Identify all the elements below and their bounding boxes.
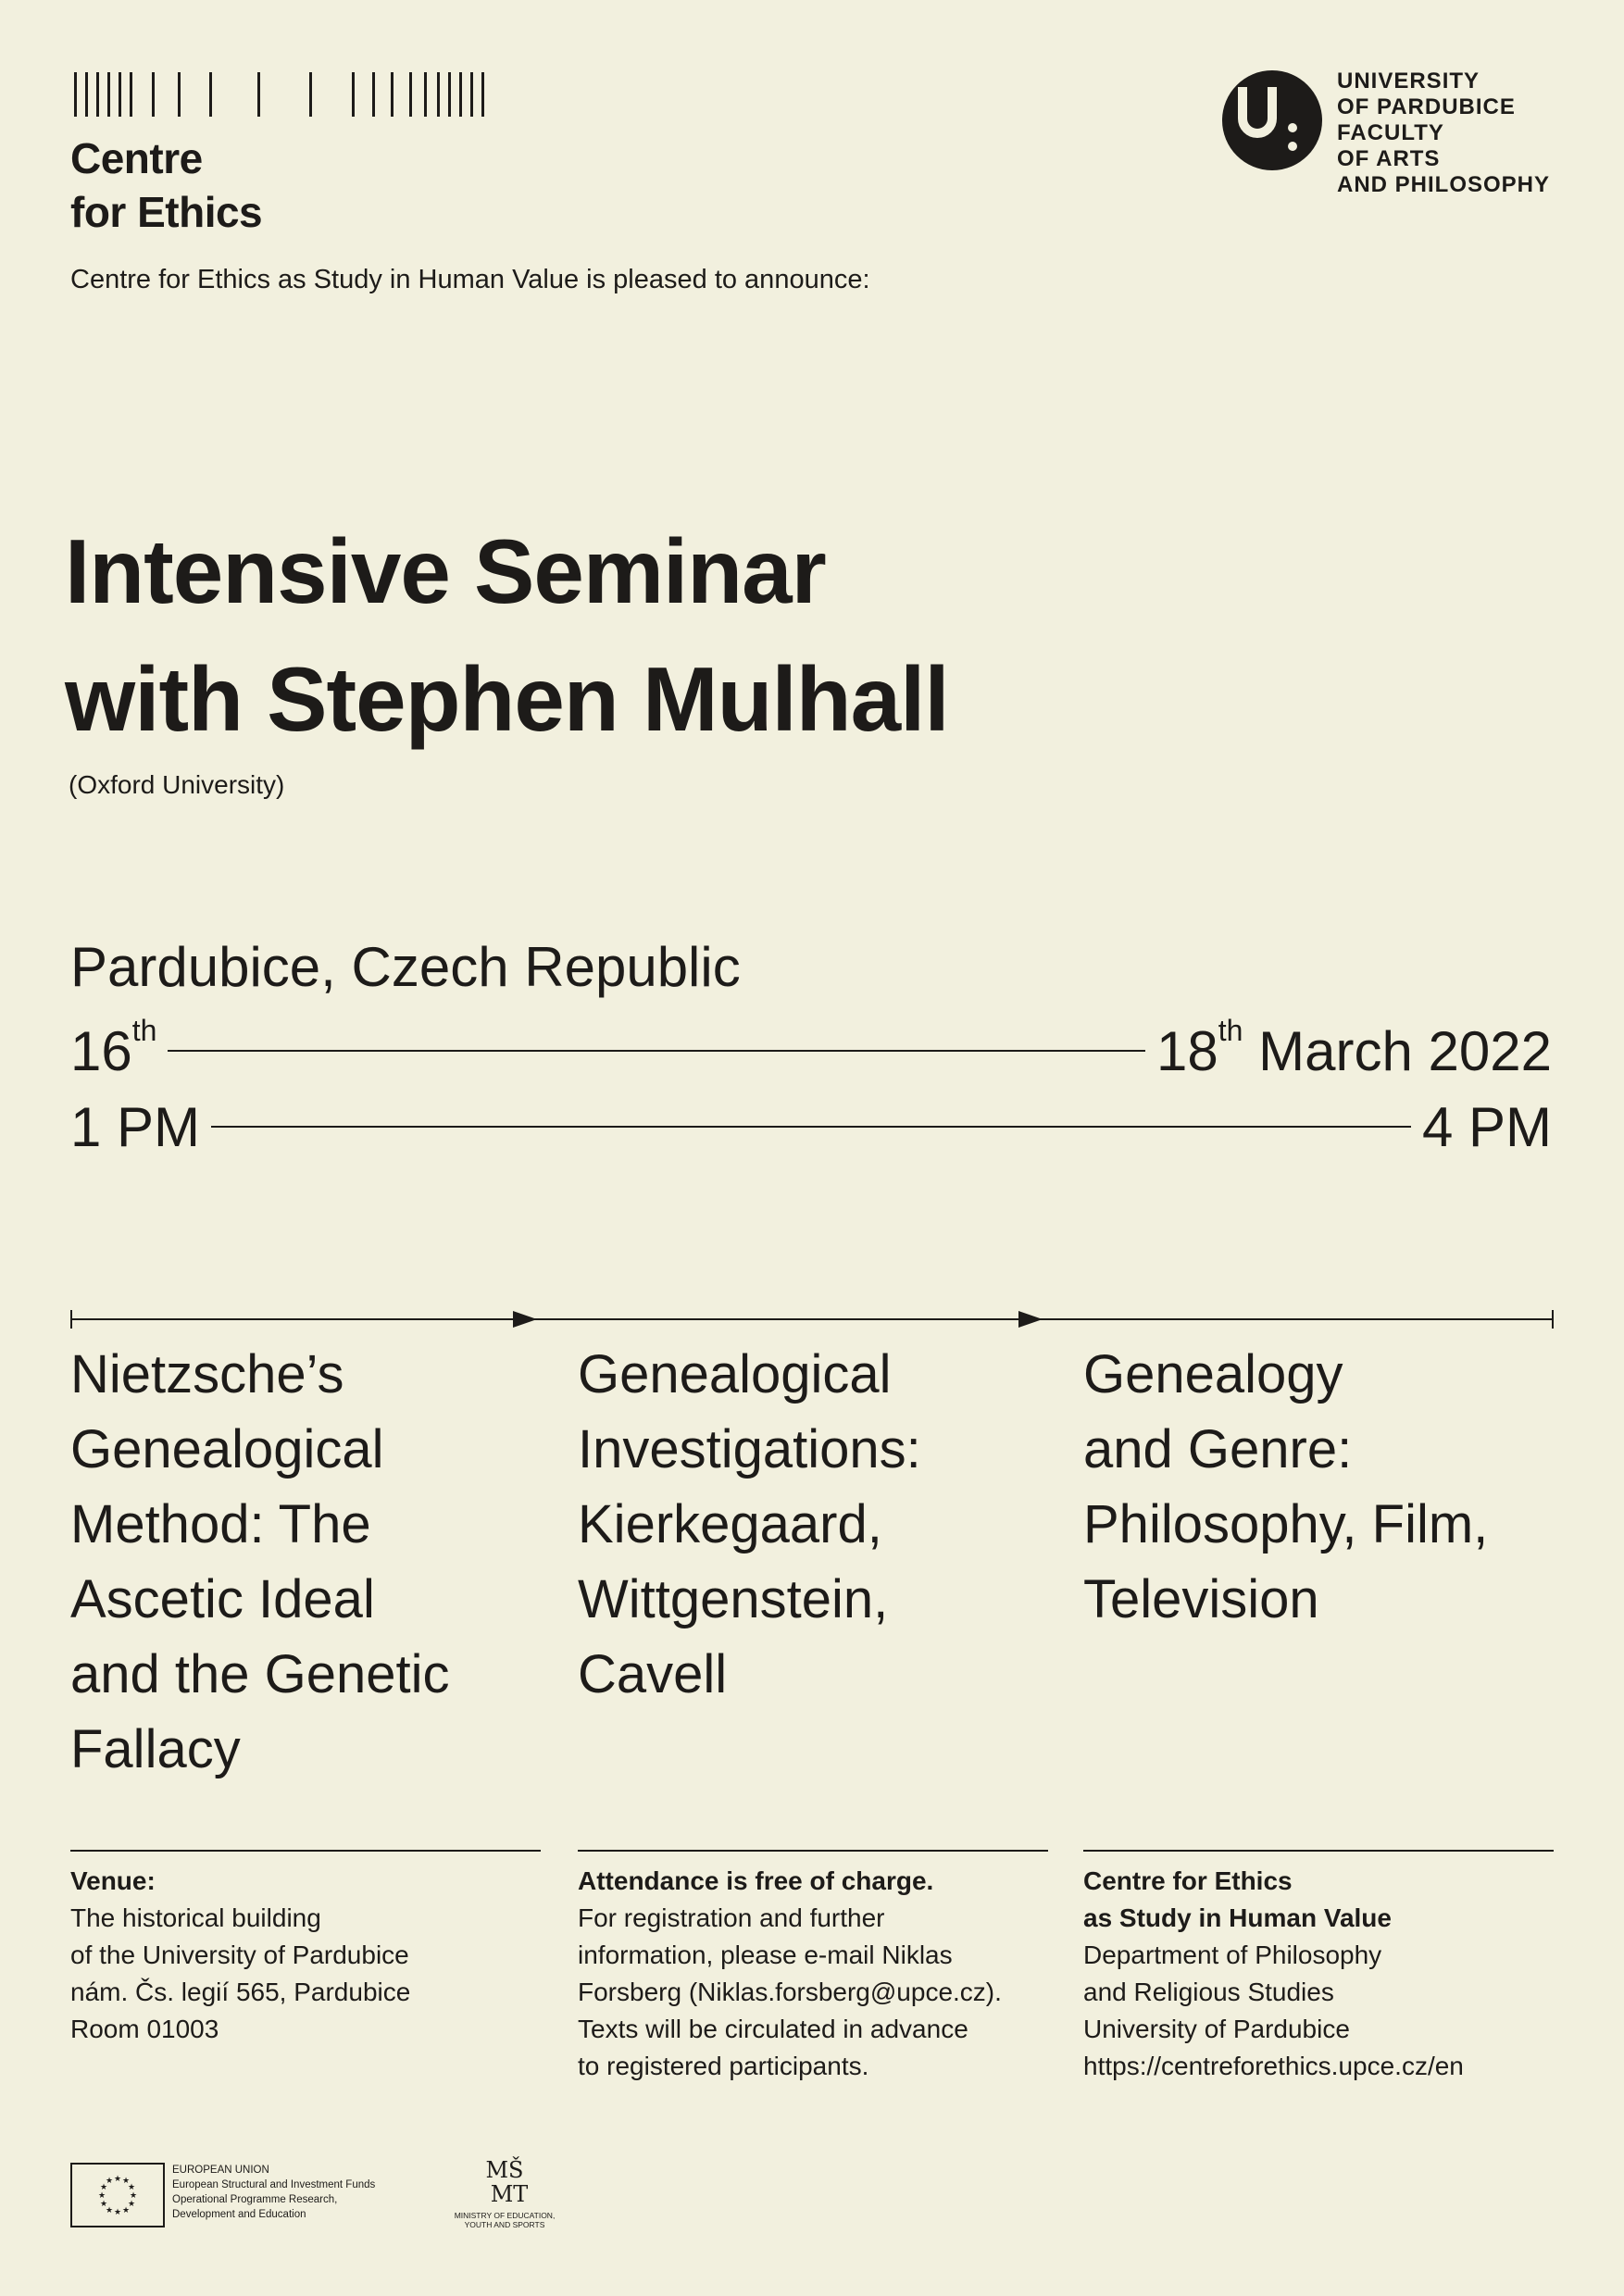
ministry-caption: MINISTRY OF EDUCATION, YOUTH AND SPORTS xyxy=(454,2211,556,2229)
svg-text:★: ★ xyxy=(121,2177,131,2186)
centre-body: Department of Philosophy and Religious Studies University of Pardubice https://centreforethics.upce.cz/en xyxy=(1083,1940,1464,2080)
centre-name: Centre for Ethics xyxy=(70,134,263,236)
attendance-heading: Attendance is free of charge. xyxy=(578,1866,934,1895)
centre-heading: Centre for Ethics as Study in Human Value xyxy=(1083,1866,1392,1932)
svg-text:★: ★ xyxy=(127,2200,136,2209)
svg-text:★: ★ xyxy=(105,2177,114,2186)
svg-text:★: ★ xyxy=(127,2183,136,2192)
barcode-icon xyxy=(74,72,487,117)
ministry-logo-icon xyxy=(435,2155,574,2211)
venue-info xyxy=(70,1850,541,2048)
centre-info xyxy=(1083,1850,1554,2085)
end-time: 4 PM xyxy=(1421,1095,1552,1158)
attendance-info xyxy=(578,1850,1048,2085)
eu-funding-text: EUROPEAN UNION European Structural and Investment Funds Operational Programme Research, Development and Education xyxy=(172,2165,376,2220)
svg-text:MT: MT xyxy=(490,2181,529,2207)
end-date: 18th March 2022 xyxy=(1156,1013,1552,1082)
svg-text:★: ★ xyxy=(129,2191,138,2201)
svg-text:★: ★ xyxy=(99,2200,108,2209)
time-range xyxy=(70,1094,1552,1159)
svg-text:★: ★ xyxy=(113,2208,122,2217)
svg-text:★: ★ xyxy=(97,2191,106,2201)
university-name: UNIVERSITY OF PARDUBICE FACULTY OF ARTS AND PHILOSOPHY xyxy=(1337,69,1551,197)
start-date: 16th xyxy=(70,1013,157,1082)
sessions-timeline xyxy=(70,1305,1554,1333)
svg-text:MŠ: MŠ xyxy=(485,2157,524,2183)
eu-flag-icon xyxy=(70,2163,165,2227)
date-range xyxy=(70,1013,1552,1083)
announcement-text: Centre for Ethics as Study in Human Value is pleased to announce: xyxy=(70,265,870,294)
venue-body: The historical building of the University of Pardubice nám. Čs. legií 565, Pardubice Room 01003 xyxy=(70,1903,411,2043)
svg-text:★: ★ xyxy=(113,2175,122,2184)
eu-stars-icon xyxy=(72,2165,163,2226)
page-title: Intensive Seminar with Stephen Mulhall xyxy=(65,520,949,750)
venue-heading: Venue: xyxy=(70,1866,156,1895)
start-time: 1 PM xyxy=(70,1095,201,1158)
attendance-body: For registration and further information, please e-mail Niklas Forsberg (Niklas.forsberg@upce.cz). Texts will be circulated in advance to registered participants. xyxy=(578,1903,1002,2080)
svg-text:★: ★ xyxy=(99,2183,108,2192)
time-range-line xyxy=(211,1126,1411,1128)
speaker-affiliation: (Oxford University) xyxy=(69,770,285,799)
session-topic-3: Genealogy and Genre: Philosophy, Film, Television xyxy=(1083,1344,1489,1629)
university-logo-icon xyxy=(1222,70,1322,170)
session-topic-1: Nietzsche’s Genealogical Method: The Ascetic Ideal and the Genetic Fallacy xyxy=(70,1344,450,1779)
svg-text:★: ★ xyxy=(105,2206,114,2215)
session-topic-2: Genealogical Investigations: Kierkegaard, Wittgenstein, Cavell xyxy=(578,1344,921,1704)
date-range-line xyxy=(168,1050,1145,1052)
svg-text:★: ★ xyxy=(121,2206,131,2215)
event-place: Pardubice, Czech Republic xyxy=(70,936,741,998)
